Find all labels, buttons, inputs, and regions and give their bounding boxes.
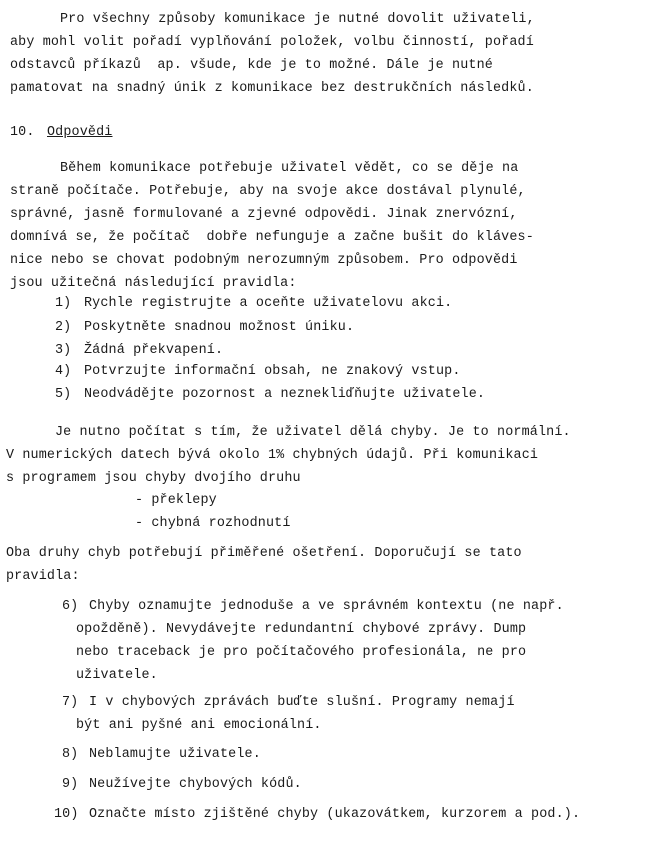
intro-line: pamatovat na snadný únik z komunikace bez destrukčních následků. xyxy=(10,81,534,96)
rule-number: 10) xyxy=(54,807,79,822)
rule-number: 5) xyxy=(55,387,72,402)
intro-line: odstavců příkazů ap. všude, kde je to možné. Dále je nutné xyxy=(10,58,493,73)
rule-number: 2) xyxy=(55,320,72,335)
rule-text: Označte místo zjištěné chyby (ukazovátkem, kurzorem a pod.). xyxy=(89,807,581,822)
intro-line: Pro všechny způsoby komunikace je nutné dovolit uživateli, xyxy=(60,12,535,27)
rule-number: 4) xyxy=(55,364,72,379)
error-type-item: - překlepy xyxy=(135,493,217,508)
para-line: Během komunikace potřebuje uživatel vědět, co se děje na xyxy=(60,161,519,176)
para-line: s programem jsou chyby dvojího druhu xyxy=(6,471,301,486)
section-title: Odpovědi xyxy=(47,125,113,140)
rule-text: Poskytněte snadnou možnost úniku. xyxy=(84,320,355,335)
rule-text: I v chybových zprávách buďte slušní. Programy nemají xyxy=(89,695,515,710)
rule-number: 3) xyxy=(55,343,72,358)
para-line: Oba druhy chyb potřebují přiměřené ošetření. Doporučují se tato xyxy=(6,546,522,561)
para-line: jsou užitečná následující pravidla: xyxy=(10,276,297,291)
rule-text: nebo traceback je pro počítačového profesionála, ne pro xyxy=(76,645,527,660)
para-line: pravidla: xyxy=(6,569,80,584)
rule-text: Neblamujte uživatele. xyxy=(89,747,261,762)
rule-text: Rychle registrujte a oceňte uživatelovu akci. xyxy=(84,296,453,311)
error-type-item: - chybná rozhodnutí xyxy=(135,516,291,531)
rule-number: 1) xyxy=(55,296,72,311)
para-line: straně počítače. Potřebuje, aby na svoje akce dostával plynulé, xyxy=(10,184,526,199)
rule-number: 6) xyxy=(62,599,79,614)
rule-text: Neodvádějte pozornost a neznekliďňujte uživatele. xyxy=(84,387,486,402)
rule-text: opožděně). Nevydávejte redundantní chybové zprávy. Dump xyxy=(76,622,527,637)
rule-text: Žádná překvapení. xyxy=(84,343,224,358)
rule-text: uživatele. xyxy=(76,668,158,683)
para-line: V numerických datech bývá okolo 1% chybných údajů. Při komunikaci xyxy=(6,448,539,463)
rule-number: 7) xyxy=(62,695,79,710)
para-line: domnívá se, že počítač dobře nefunguje a začne bušit do kláves- xyxy=(10,230,534,245)
rule-text: být ani pyšné ani emocionální. xyxy=(76,718,322,733)
rule-number: 9) xyxy=(62,777,79,792)
para-line: Je nutno počítat s tím, že uživatel dělá chyby. Je to normální. xyxy=(55,425,571,440)
rule-text: Neužívejte chybových kódů. xyxy=(89,777,302,792)
intro-line: aby mohl volit pořadí vyplňování položek, volbu činností, pořadí xyxy=(10,35,534,50)
rule-text: Potvrzujte informační obsah, ne znakový vstup. xyxy=(84,364,461,379)
rule-number: 8) xyxy=(62,747,79,762)
para-line: nice nebo se chovat podobným nerozumným způsobem. Pro odpovědi xyxy=(10,253,518,268)
rule-text: Chyby oznamujte jednoduše a ve správném kontextu (ne např. xyxy=(89,599,564,614)
para-line: správné, jasně formulované a zjevné odpovědi. Jinak znervózní, xyxy=(10,207,518,222)
section-number: 10. xyxy=(10,125,35,140)
